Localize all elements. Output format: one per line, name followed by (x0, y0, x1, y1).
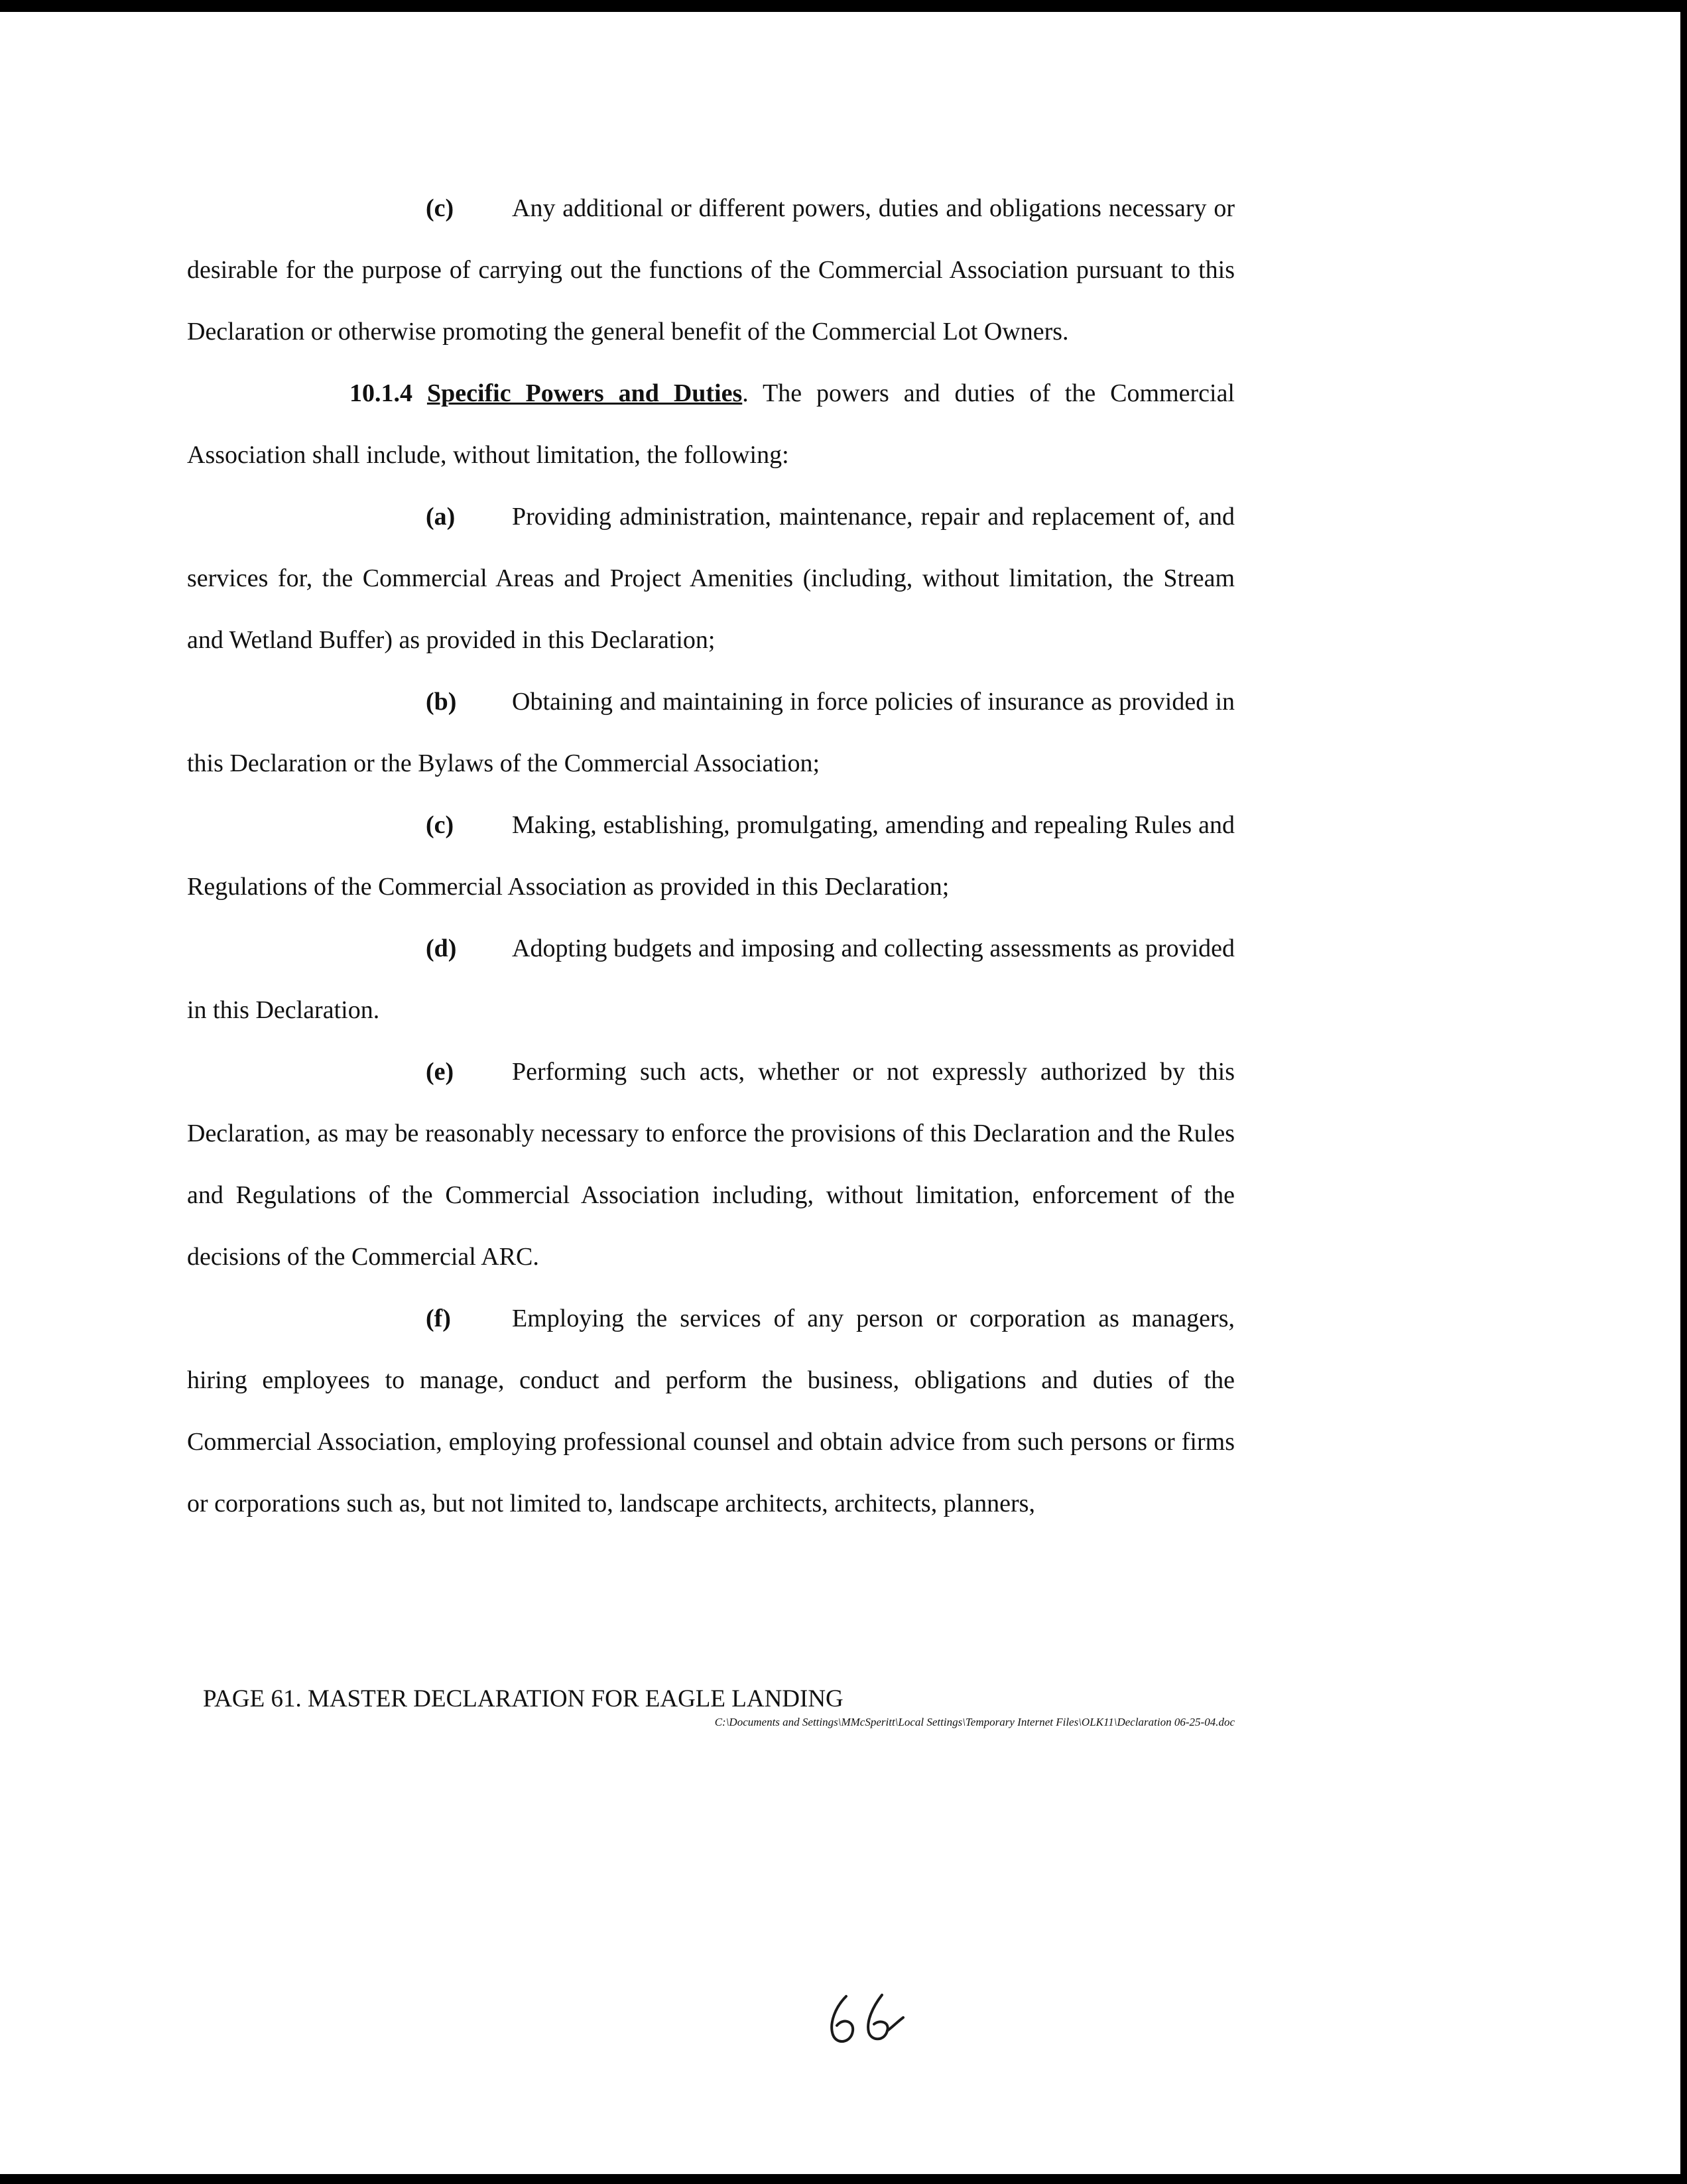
item-text: Adopting budgets and imposing and collecting assessments as provided in this Declaration. (187, 934, 1235, 1024)
item-text: Making, establishing, promulgating, amending and repealing Rules and Regulations of the Commercial Association as provided in this Declaration; (187, 811, 1235, 901)
list-item-a (187, 486, 1235, 671)
scan-edge-bottom (0, 2174, 1687, 2184)
footer-file-path: C:\Documents and Settings\MMcSperitt\Local Settings\Temporary Internet Files\OLK11\Declaration 06-25-04.doc (714, 1716, 1235, 1728)
item-label: (e) (426, 1058, 454, 1086)
item-label: (b) (426, 688, 457, 716)
scan-edge-top (0, 0, 1687, 12)
paragraph-c-first (187, 178, 1235, 363)
list-item-e (187, 1041, 1235, 1288)
item-label: (c) (426, 811, 454, 839)
item-text: Employing the services of any person or corporation as managers, hiring employees to manage, conduct and perform the business, obligations and duties of the Commercial Association, employing professional counsel and obtain advice from such persons or firms or corporations such as, but not limited to, landscape architects, architects, planners, (187, 1305, 1235, 1517)
list-item-d (187, 918, 1235, 1041)
body-text (187, 178, 1235, 1535)
item-label: (c) (426, 194, 454, 222)
list-item-b (187, 671, 1235, 795)
item-text: Providing administration, maintenance, repair and replacement of, and services for, the Commercial Areas and Project Amenities (including, without limitation, the Stream and Wetland Buffer) as provided in this Declaration; (187, 503, 1235, 654)
scan-edge-right (1680, 0, 1687, 2184)
item-label: (d) (426, 934, 457, 962)
handwritten-page-number (821, 1988, 927, 2048)
item-label: (a) (426, 503, 456, 531)
footer-title: PAGE 61. MASTER DECLARATION FOR EAGLE LANDING (203, 1685, 844, 1712)
item-text: Performing such acts, whether or not expressly authorized by this Declaration, as may be reasonably necessary to enforce the provisions of this Declaration and the Rules and Regulations of the Commercial Association including, without limitation, enforcement of the decisions of the Commercial ARC. (187, 1058, 1235, 1271)
section-text: . The powers and duties of the Commercial Association shall include, without limitation, the following: (187, 379, 1235, 469)
page-footer (203, 1685, 1237, 1731)
list-item-f (187, 1288, 1235, 1535)
paragraph-text: Any additional or different powers, duties and obligations necessary or desirable for the purpose of carrying out the functions of the Commercial Association pursuant to this Declaration or otherwise promoting the general benefit of the Commercial Lot Owners. (187, 194, 1235, 346)
list-item-c (187, 795, 1235, 918)
section-10-1-4 (187, 363, 1235, 486)
section-number: 10.1.4 (349, 379, 412, 407)
item-label: (f) (426, 1305, 451, 1332)
section-title: Specific Powers and Duties (426, 379, 743, 407)
item-text: Obtaining and maintaining in force policies of insurance as provided in this Declaration or the Bylaws of the Commercial Association; (187, 688, 1235, 777)
